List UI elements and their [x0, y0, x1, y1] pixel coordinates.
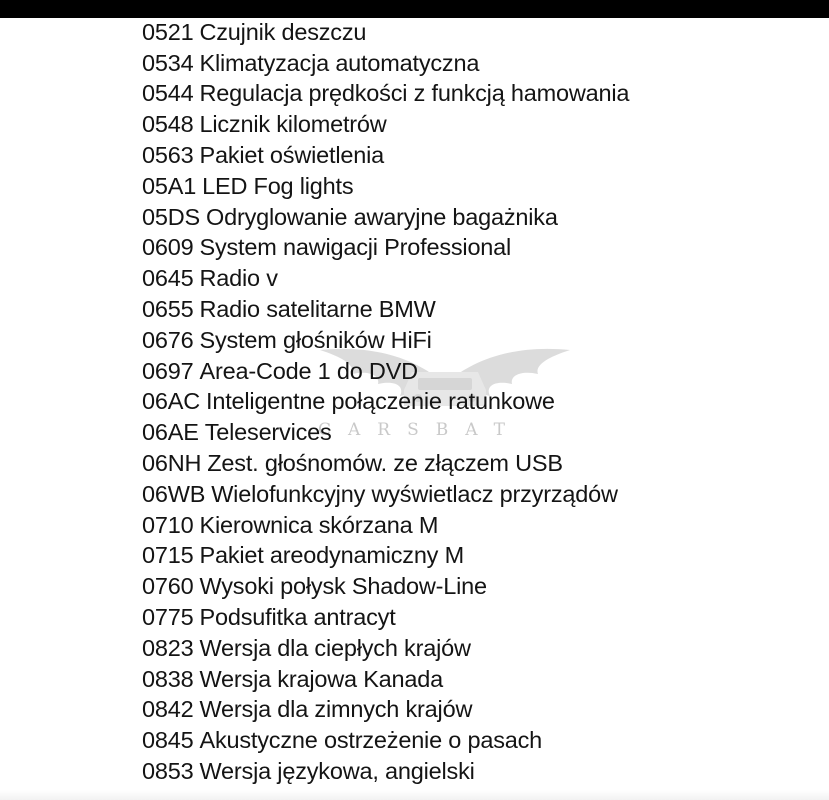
- option-item: [142, 294, 629, 325]
- option-label: Pakiet oświetlenia: [199, 141, 384, 168]
- option-label: Area-Code 1 do DVD: [199, 357, 418, 384]
- option-item: [142, 386, 629, 417]
- option-item: [142, 633, 629, 664]
- option-code: 0697: [142, 357, 194, 384]
- option-label: Akustyczne ostrzeżenie o pasach: [199, 727, 543, 754]
- vehicle-options-list: [142, 0, 629, 787]
- option-code: 0521: [142, 18, 194, 45]
- option-code: 06AE: [142, 419, 199, 446]
- option-label: Kierownica skórzana M: [199, 511, 439, 538]
- option-item: [142, 17, 629, 48]
- option-item: [142, 664, 629, 695]
- option-item: [142, 232, 629, 263]
- option-item: [142, 694, 629, 725]
- option-code: 0544: [142, 80, 194, 107]
- option-label: LED Fog lights: [202, 172, 354, 199]
- option-label: Czujnik deszczu: [199, 18, 367, 45]
- option-code: 06WB: [142, 480, 206, 507]
- option-label: Regulacja prędkości z funkcją hamowania: [199, 80, 630, 107]
- option-item: [142, 78, 629, 109]
- option-label: Klimatyzacja automatyczna: [199, 49, 480, 76]
- option-label: Wielofunkcyjny wyświetlacz przyrządów: [211, 480, 618, 507]
- option-item: [142, 140, 629, 171]
- option-label: Wersja dla zimnych krajów: [199, 696, 473, 723]
- option-code: 0609: [142, 234, 194, 261]
- option-item: [142, 202, 629, 233]
- option-label: Inteligentne połączenie ratunkowe: [206, 388, 555, 415]
- option-code: 0823: [142, 634, 194, 661]
- option-item: [142, 109, 629, 140]
- option-item: [142, 602, 629, 633]
- option-code: 0563: [142, 141, 194, 168]
- option-code: 05A1: [142, 172, 197, 199]
- option-item: [142, 356, 629, 387]
- option-code: 0645: [142, 265, 194, 292]
- option-item: [142, 325, 629, 356]
- option-code: 06NH: [142, 449, 202, 476]
- option-label: Radio v: [199, 265, 278, 292]
- option-code: 0710: [142, 511, 194, 538]
- option-code: 0655: [142, 295, 194, 322]
- option-item: [142, 417, 629, 448]
- option-code: 0775: [142, 603, 194, 630]
- option-code: 0534: [142, 49, 194, 76]
- watermark-brand-text: CARSBAT: [318, 420, 522, 440]
- option-label: Odryglowanie awaryjne bagażnika: [206, 203, 558, 230]
- option-code: 0853: [142, 757, 194, 784]
- option-code: 0838: [142, 665, 194, 692]
- bottom-edge: [0, 790, 829, 800]
- option-label: Wersja dla ciepłych krajów: [199, 634, 471, 661]
- option-label: Wysoki połysk Shadow-Line: [199, 573, 487, 600]
- option-code: 0845: [142, 727, 194, 754]
- option-code: 0760: [142, 573, 194, 600]
- option-item: [142, 171, 629, 202]
- option-item: [142, 48, 629, 79]
- option-label: System nawigacji Professional: [199, 234, 512, 261]
- option-label: Wersja językowa, angielski: [199, 757, 475, 784]
- option-label: Podsufitka antracyt: [199, 603, 396, 630]
- option-code: 0715: [142, 542, 194, 569]
- option-label: Pakiet areodynamiczny M: [199, 542, 464, 569]
- option-code: 06AC: [142, 388, 200, 415]
- option-item: [142, 540, 629, 571]
- option-item: [142, 756, 629, 787]
- top-black-bar: [0, 0, 829, 18]
- option-label: Zest. głośnomów. ze złączem USB: [207, 449, 563, 476]
- option-item: [142, 571, 629, 602]
- option-code: 0548: [142, 111, 194, 138]
- option-label: Teleservices: [204, 419, 332, 446]
- option-code: 0842: [142, 696, 194, 723]
- option-label: Radio satelitarne BMW: [199, 295, 436, 322]
- option-label: Licznik kilometrów: [199, 111, 387, 138]
- option-item: [142, 479, 629, 510]
- option-item: [142, 510, 629, 541]
- option-item: [142, 725, 629, 756]
- option-label: System głośników HiFi: [199, 326, 432, 353]
- option-item: [142, 263, 629, 294]
- option-code: 05DS: [142, 203, 200, 230]
- option-label: Wersja krajowa Kanada: [199, 665, 444, 692]
- option-item: [142, 448, 629, 479]
- option-code: 0676: [142, 326, 194, 353]
